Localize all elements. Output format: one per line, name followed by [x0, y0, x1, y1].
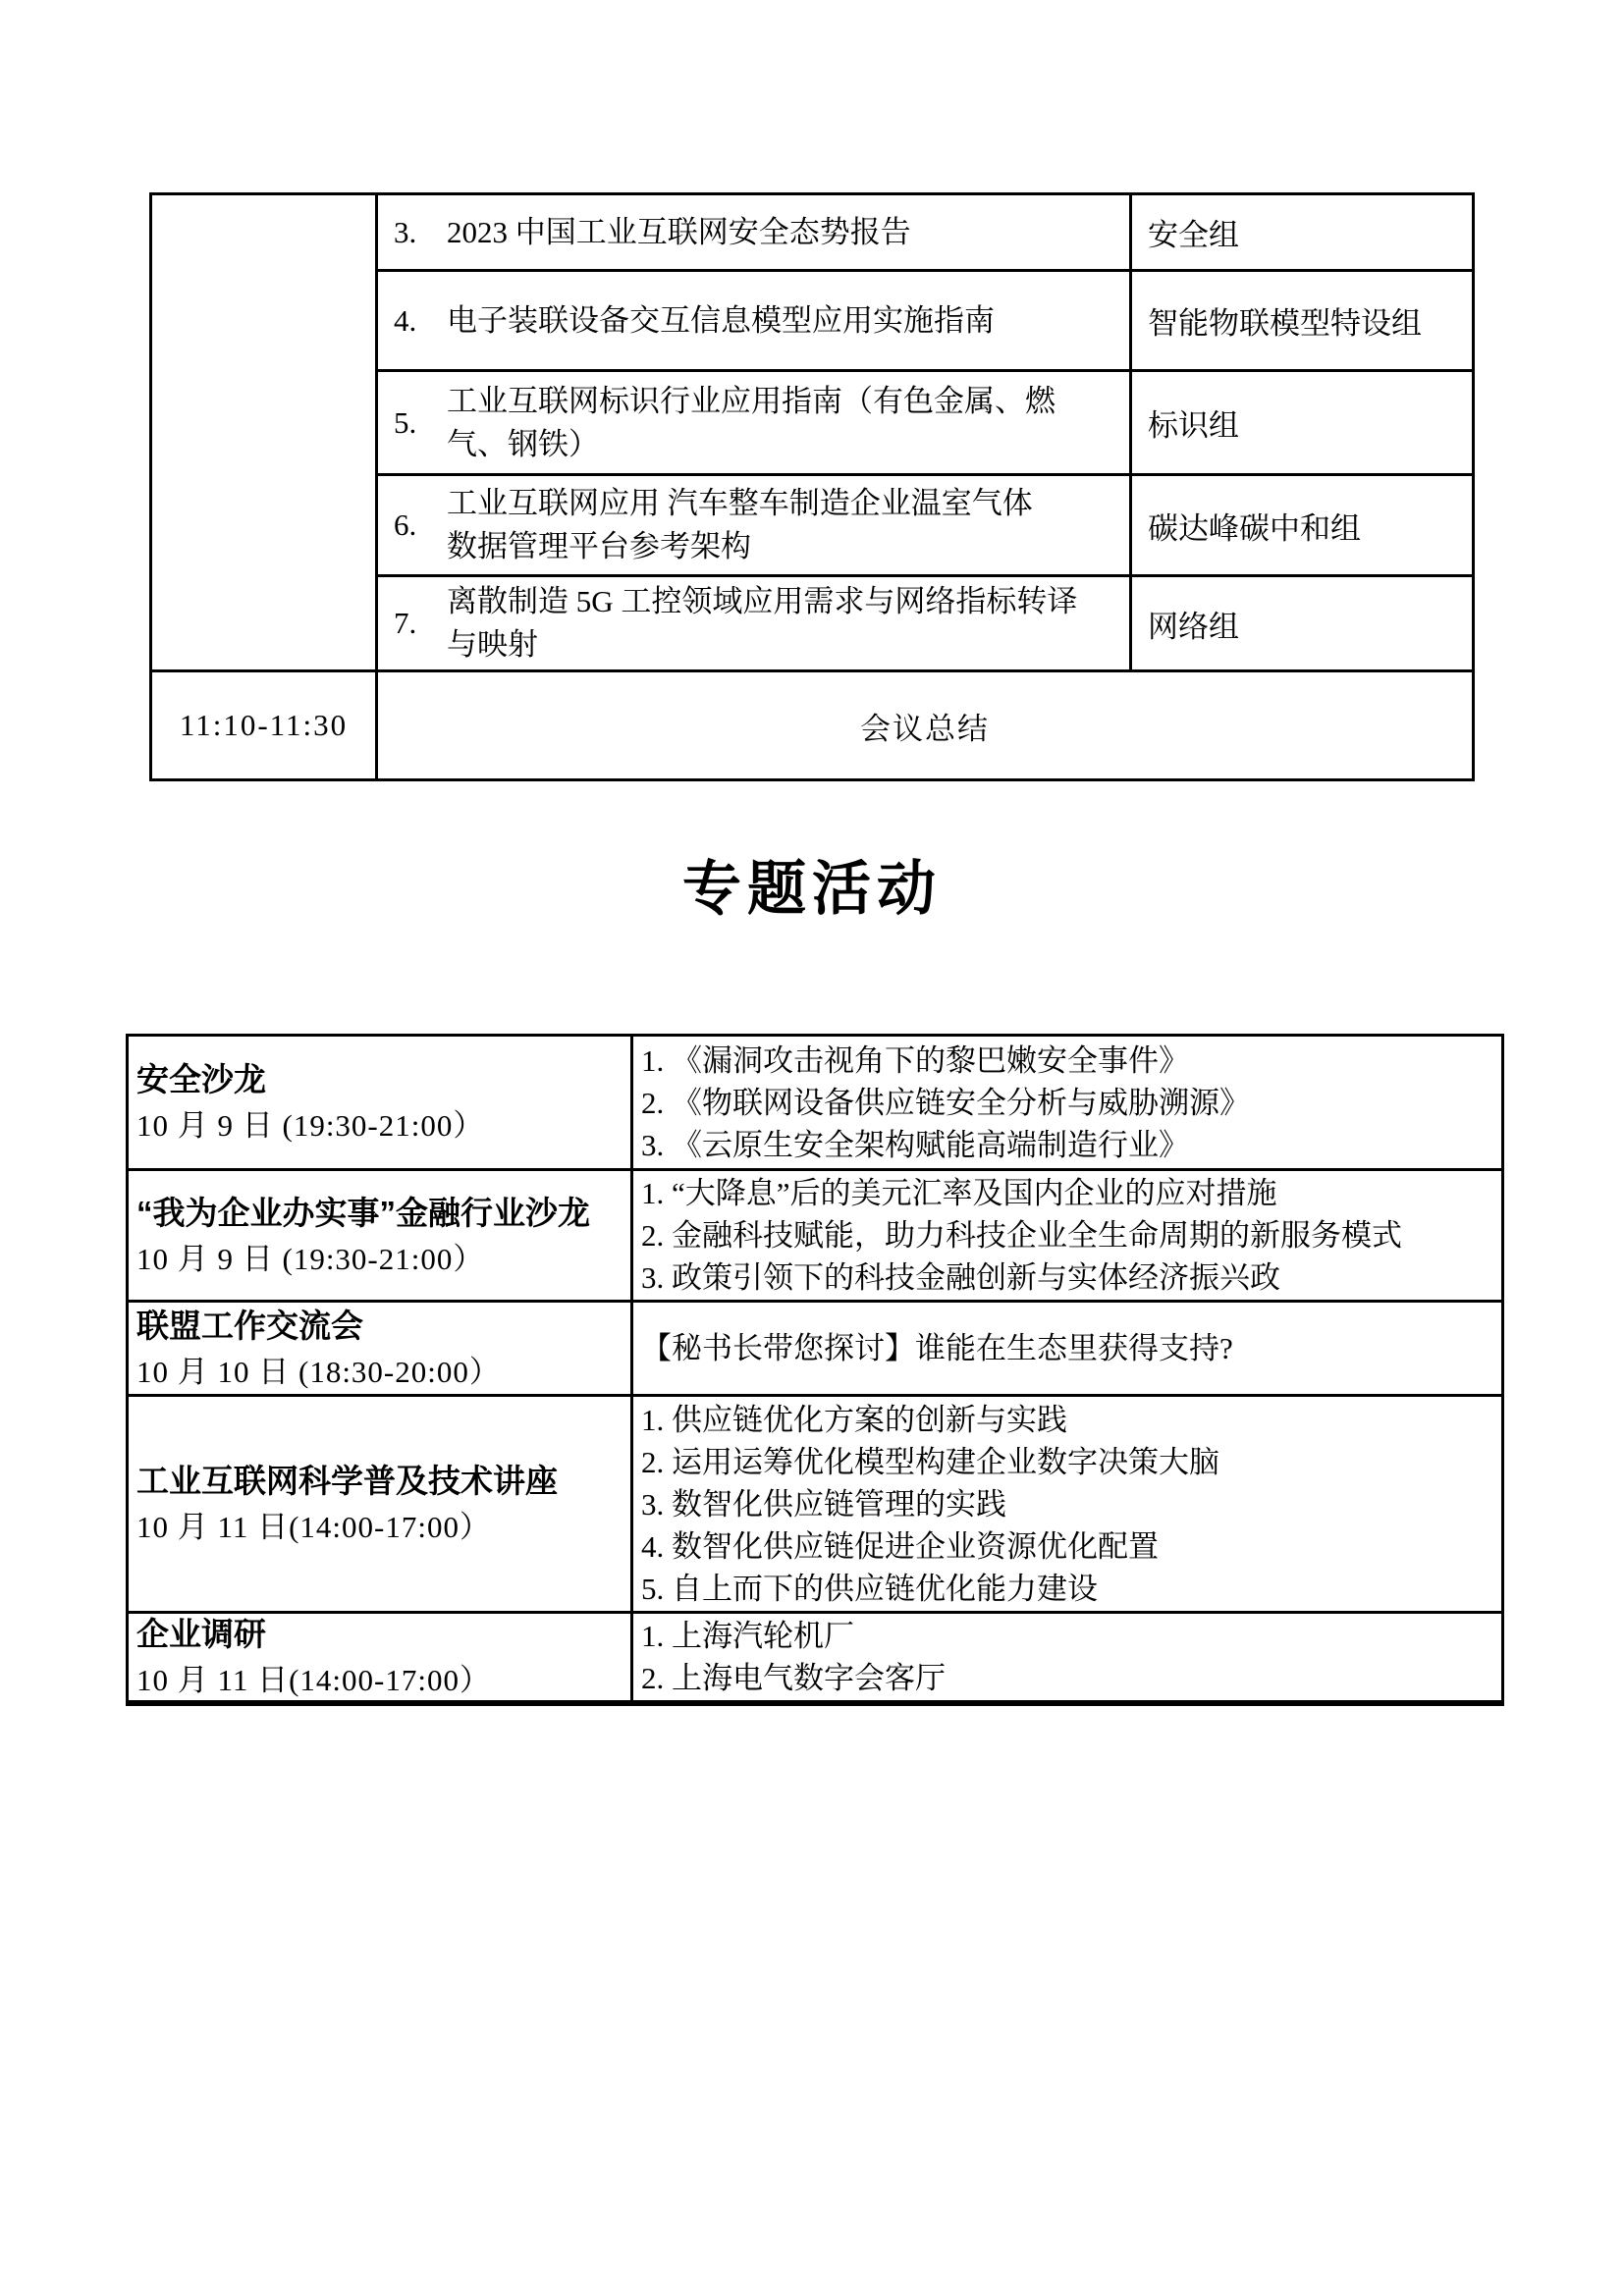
- agenda-item-number: 3.: [394, 214, 417, 249]
- section-title: 专题活动: [682, 856, 942, 922]
- agenda-row-item: [378, 272, 1132, 372]
- event-row-header: [129, 1303, 633, 1397]
- agenda-row-item: [378, 577, 1132, 672]
- agenda-group-cell: 标识组: [1132, 372, 1472, 476]
- event-date: 10 月 9 日 (19:30-21:00）: [136, 1108, 485, 1143]
- event-detail-cell: [633, 1171, 1501, 1303]
- event-item: 5. 自上而下的供应链优化能力建设: [641, 1571, 1098, 1606]
- event-item: 3. 《云原生安全架构赋能高端制造行业》: [641, 1127, 1189, 1162]
- event-date: 10 月 9 日 (19:30-21:00）: [136, 1241, 485, 1276]
- agenda-item-number: 6.: [394, 507, 417, 542]
- event-date: 10 月 11 日(14:00-17:00）: [136, 1510, 491, 1544]
- agenda-item-text: 离散制造 5G 工控领域应用需求与网络指标转译 与映射: [447, 584, 1078, 662]
- event-item: 1. 供应链优化方案的创新与实践: [641, 1402, 1067, 1437]
- event-item: 1. 《漏洞攻击视角下的黎巴嫩安全事件》: [641, 1042, 1189, 1078]
- event-item: 1. “大降息”后的美元汇率及国内企业的应对措施: [641, 1176, 1277, 1210]
- event-detail-cell: [633, 1303, 1501, 1397]
- event-title: 企业调研: [136, 1616, 266, 1652]
- event-title: “我为企业办实事”金融行业沙龙: [136, 1194, 590, 1231]
- event-item: 4. 数智化供应链促进企业资源优化配置: [641, 1528, 1159, 1564]
- agenda-row-item: [378, 195, 1132, 272]
- event-title: 安全沙龙: [136, 1061, 266, 1097]
- agenda-item-text: 工业互联网标识行业应用指南（有色金属、燃 气、钢铁）: [447, 383, 1056, 461]
- agenda-item-number: 4.: [394, 302, 417, 338]
- agenda-row-item: [378, 476, 1132, 577]
- summary-label: 会议总结: [860, 711, 990, 746]
- event-detail-cell: [633, 1614, 1501, 1703]
- event-date: 10 月 10 日 (18:30-20:00）: [136, 1354, 501, 1389]
- event-row-header: [129, 1171, 633, 1303]
- event-row-header: [129, 1037, 633, 1171]
- event-item: 2. 金融科技赋能，助力科技企业全生命周期的新服务模式: [641, 1218, 1402, 1253]
- agenda-row-item: [378, 372, 1132, 476]
- event-item: 1. 上海汽轮机厂: [641, 1619, 854, 1653]
- agenda-group-cell: 安全组: [1132, 195, 1472, 272]
- event-item: 2. 上海电气数字会客厅: [641, 1661, 946, 1695]
- summary-time: 11:10-11:30: [152, 672, 378, 778]
- event-item: 3. 数智化供应链管理的实践: [641, 1486, 1006, 1522]
- event-row-header: [129, 1397, 633, 1614]
- agenda-item-text: 电子装联设备交互信息模型应用实施指南: [447, 302, 995, 338]
- event-item: 2. 运用运筹优化模型构建企业数字决策大脑: [641, 1444, 1219, 1479]
- event-date: 10 月 11 日(14:00-17:00）: [136, 1663, 491, 1697]
- event-detail-cell: [633, 1397, 1501, 1614]
- event-title: 工业互联网科学普及技术讲座: [136, 1463, 558, 1499]
- event-item: 2. 《物联网设备供应链安全分析与威胁溯源》: [641, 1085, 1250, 1120]
- event-row-header: [129, 1614, 633, 1703]
- agenda-group-cell: 网络组: [1132, 577, 1472, 672]
- agenda-item-number: 7.: [394, 606, 417, 640]
- event-title: 联盟工作交流会: [136, 1307, 363, 1344]
- event-detail-cell: [633, 1037, 1501, 1171]
- agenda-empty-time-cell: [152, 195, 378, 672]
- agenda-group-cell: 智能物联模型特设组: [1132, 272, 1472, 372]
- agenda-item-text: 工业互联网应用 汽车整车制造企业温室气体 数据管理平台参考架构: [447, 486, 1033, 563]
- agenda-table: [149, 192, 1475, 781]
- agenda-item-text: 2023 中国工业互联网安全态势报告: [447, 214, 911, 249]
- event-item: 【秘书长带您探讨】谁能在生态里获得支持?: [641, 1331, 1233, 1365]
- agenda-item-number: 5.: [394, 404, 417, 440]
- agenda-group-cell: 碳达峰碳中和组: [1132, 476, 1472, 577]
- event-item: 3. 政策引领下的科技金融创新与实体经济振兴政: [641, 1260, 1280, 1295]
- events-table: [126, 1034, 1504, 1706]
